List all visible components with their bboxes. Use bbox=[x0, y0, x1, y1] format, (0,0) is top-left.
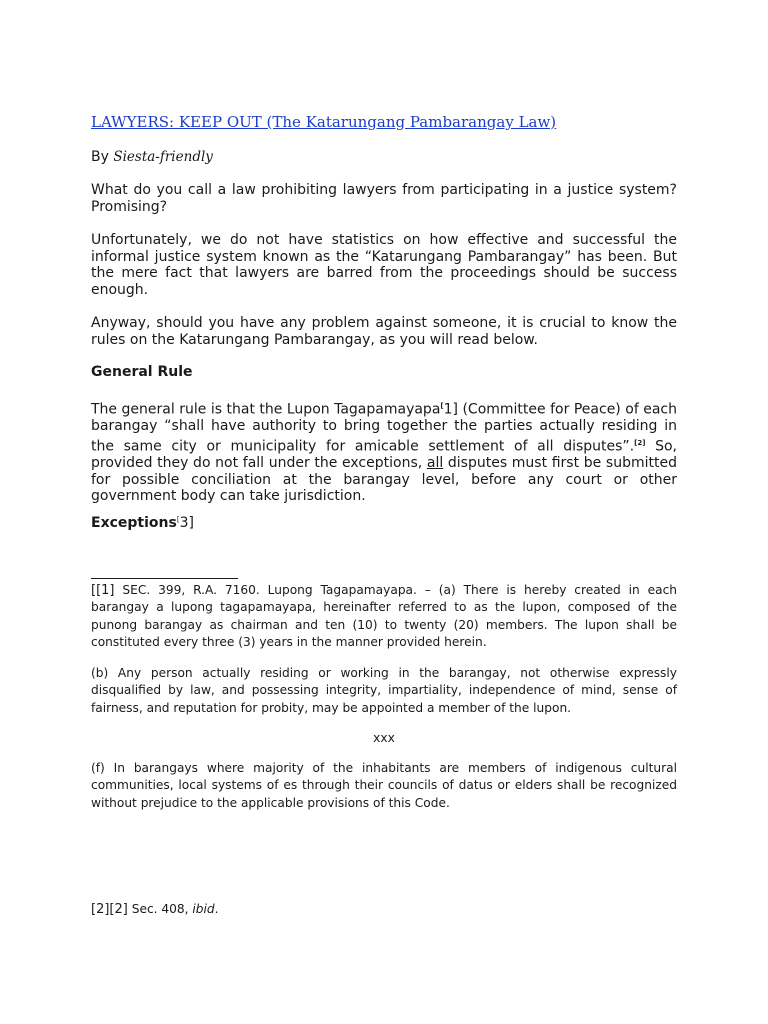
exceptions-label: Exceptions bbox=[91, 515, 177, 531]
author-name: Siesta-friendly bbox=[113, 149, 213, 165]
general-rule-text-3: So, provided they do not fall under the exceptions, bbox=[91, 438, 677, 472]
footnote-ref-3-bracket[interactable]: [ bbox=[176, 515, 180, 524]
footnote-ref-2[interactable]: [2] bbox=[634, 438, 646, 447]
footnote-ref-1[interactable]: 1] bbox=[443, 401, 458, 418]
heading-general-rule: General Rule bbox=[91, 364, 193, 380]
footnote-2-ibid: ibid bbox=[192, 902, 215, 916]
footnote-1-text: SEC. 399, R.A. 7160. Lupong Tagapamayapa. – (a) There is hereby created in each barangay a lupong tagapamayapa, hereinafter referred to as the lupon, composed of the punong barangay as chairman and ten (10) to twenty (20) members. The lupon shall be constituted every three (3) years in the manner provided herein. bbox=[91, 583, 677, 650]
footnote-2-end: . bbox=[214, 902, 219, 916]
footnote-2-ref-b[interactable]: [2] bbox=[109, 902, 128, 917]
general-rule-text-1: The general rule is that the Lupon Tagapamayapa bbox=[91, 401, 441, 418]
footnote-ref-3[interactable]: 3] bbox=[179, 515, 194, 531]
footnote-2-text: Sec. 408, bbox=[127, 902, 193, 916]
footnote-ref-1-bracket[interactable]: [ bbox=[440, 402, 444, 410]
heading-exceptions bbox=[91, 515, 194, 531]
footnote-2-ref-a[interactable]: [2] bbox=[91, 902, 110, 917]
footnote-1-ref[interactable]: [[1] bbox=[91, 583, 115, 598]
byline-prefix: By bbox=[91, 149, 109, 165]
paragraph-rules: Anyway, should you have any problem against someone, it is crucial to know the rules on the Katarungang Pambarangay, as you will read below. bbox=[91, 315, 677, 348]
paragraph-general-rule bbox=[91, 398, 677, 505]
footnote-1-subsection-f: (f) In barangays where majority of the inhabitants are members of indigenous cultural communities, local systems of es through their councils of datus or elders shall be recognized without prejudice to the applicable provisions of this Code. bbox=[91, 761, 677, 810]
general-rule-text-4: disputes must first be submitted for possible conciliation at the barangay level, before any court or other government body can take jurisdiction. bbox=[91, 455, 677, 505]
footnote-separator bbox=[91, 578, 238, 579]
paragraph-intro: What do you call a law prohibiting lawyers from participating in a justice system? Promising? bbox=[91, 182, 677, 215]
paragraph-statistics: Unfortunately, we do not have statistics on how effective and successful the informal justice system known as the “Katarungang Pambarangay” has been. But the mere fact that lawyers are barred from the proceedings should be success enough. bbox=[91, 232, 677, 298]
footnote-1-ellipsis: xxx bbox=[373, 731, 395, 745]
article-title-link[interactable]: LAWYERS: KEEP OUT (The Katarungang Pambarangay Law) bbox=[91, 113, 557, 131]
footnote-2 bbox=[91, 901, 677, 918]
general-rule-text-2: (Committee for Peace) of each barangay “shall have authority to bring together the parties actually residing in the same city or municipality for amicable settlement of all disputes”. bbox=[91, 401, 677, 455]
byline bbox=[91, 149, 213, 165]
footnote-1 bbox=[91, 582, 677, 652]
emphasis-all: all bbox=[426, 455, 444, 472]
footnote-1-subsection-b: (b) Any person actually residing or working in the barangay, not otherwise expressly disqualified by law, and possessing integrity, impartiality, independence of mind, sense of fairness, and reputation for probity, may be appointed a member of the lupon. bbox=[91, 666, 677, 715]
